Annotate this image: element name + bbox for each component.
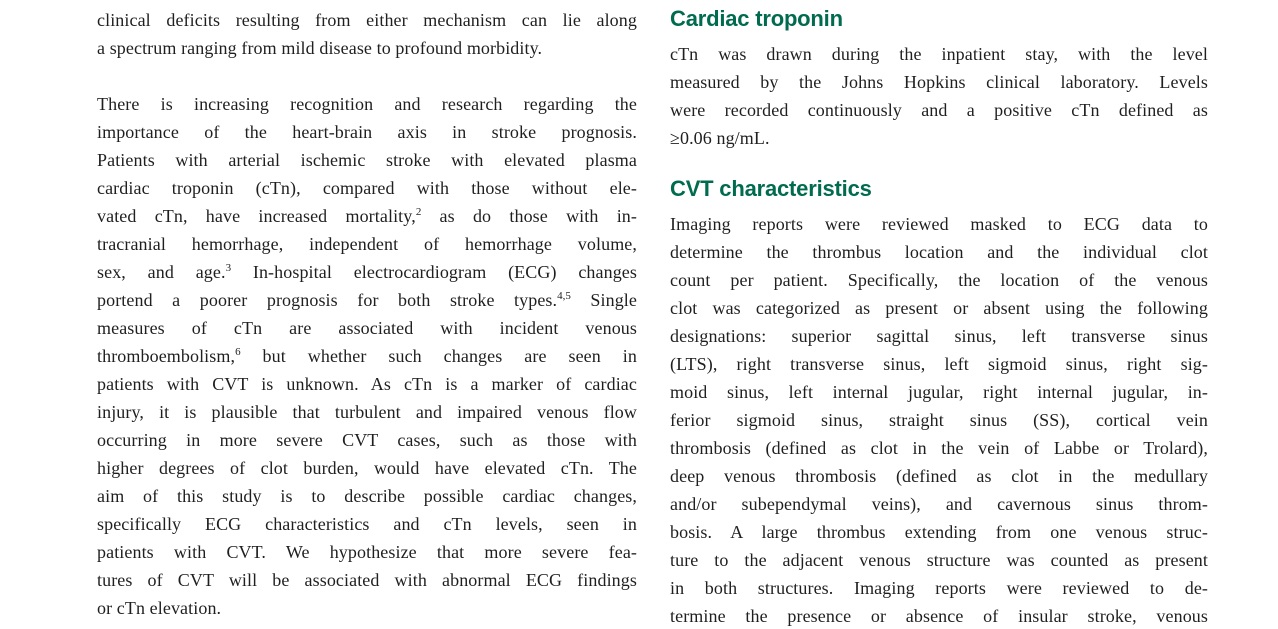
text-line: ≥0.06 ng/mL. [670, 128, 770, 148]
text-line: injury, it is plausible that turbulent and impaired venous flow [97, 402, 637, 422]
text-line: in both structures. Imaging reports were reviewed to de- [670, 578, 1208, 598]
text-line: were recorded continuously and a positive cTn defined as [670, 100, 1208, 120]
reference-superscript: 3 [225, 262, 232, 274]
text-line: patients with CVT. We hypothesize that more severe fea- [97, 542, 637, 562]
text-line: sex, and age.$^3$ In-hospital electrocardiogram (ECG) changes [97, 262, 637, 282]
left-column [97, 6, 637, 622]
right-column [670, 6, 1208, 629]
reference-superscript: 4,5 [557, 290, 571, 302]
text-line: Imaging reports were reviewed masked to ECG data to [670, 214, 1208, 234]
text-line: patients with CVT is unknown. As cTn is a marker of cardiac [97, 374, 637, 394]
reference-superscript: 2 [415, 206, 422, 218]
text-line: There is increasing recognition and research regarding the [97, 94, 637, 114]
article-section [670, 176, 1208, 629]
paragraph [97, 6, 637, 62]
text-line: clinical deficits resulting from either mechanism can lie along [97, 10, 637, 30]
text-line: specifically ECG characteristics and cTn levels, seen in [97, 514, 637, 534]
section-heading: CVT characteristics [670, 176, 872, 201]
section-heading: Cardiac troponin [670, 6, 843, 31]
text-line: or cTn elevation. [97, 598, 222, 618]
text-line: Patients with arterial ischemic stroke with elevated plasma [97, 150, 637, 170]
text-line: determine the thrombus location and the individual clot [670, 242, 1208, 262]
text-line: bosis. A large thrombus extending from one venous struc- [670, 522, 1208, 542]
text-line: and/or subependymal veins), and cavernous sinus throm- [670, 494, 1208, 514]
text-line: measures of cTn are associated with incident venous [97, 318, 637, 338]
text-line: ferior sigmoid sinus, straight sinus (SS), cortical vein [670, 410, 1208, 430]
text-line: measured by the Johns Hopkins clinical laboratory. Levels [670, 72, 1208, 92]
text-line: cTn was drawn during the inpatient stay, with the level [670, 44, 1208, 64]
paragraph [670, 210, 1208, 629]
text-line: clot was categorized as present or absent using the following [670, 298, 1208, 318]
text-line: thromboembolism,$^6$ but whether such changes are seen in [97, 346, 637, 366]
text-line: vated cTn, have increased mortality,$^2$ as do those with in- [97, 206, 637, 226]
text-line: ture to the adjacent venous structure was counted as present [670, 550, 1208, 570]
text-line: (LTS), right transverse sinus, left sigmoid sinus, right sig- [670, 354, 1208, 374]
text-line: importance of the heart-brain axis in stroke prognosis. [97, 122, 637, 142]
text-line: moid sinus, left internal jugular, right internal jugular, in- [670, 382, 1208, 402]
paragraph [670, 40, 1208, 152]
article-section [670, 6, 1208, 152]
reference-superscript: 6 [235, 346, 241, 358]
text-line: occurring in more severe CVT cases, such as those with [97, 430, 637, 450]
text-line: designations: superior sagittal sinus, left transverse sinus [670, 326, 1208, 346]
paragraph [97, 90, 637, 622]
text-line: deep venous thrombosis (defined as clot in the medullary [670, 466, 1208, 486]
text-line: tracranial hemorrhage, independent of hemorrhage volume, [97, 234, 637, 254]
text-line: tures of CVT will be associated with abnormal ECG findings [97, 570, 637, 590]
text-line: termine the presence or absence of insular stroke, venous [670, 606, 1208, 626]
text-line: aim of this study is to describe possible cardiac changes, [97, 486, 637, 506]
text-line: portend a poorer prognosis for both stroke types.$^{4,5}$ Single [97, 290, 637, 310]
text-line: a spectrum ranging from mild disease to profound morbidity. [97, 38, 543, 58]
text-line: cardiac troponin (cTn), compared with those without ele- [97, 178, 637, 198]
text-line: higher degrees of clot burden, would have elevated cTn. The [97, 458, 637, 478]
text-line: count per patient. Specifically, the location of the venous [670, 270, 1208, 290]
text-line: thrombosis (defined as clot in the vein of Labbe or Trolard), [670, 438, 1208, 458]
